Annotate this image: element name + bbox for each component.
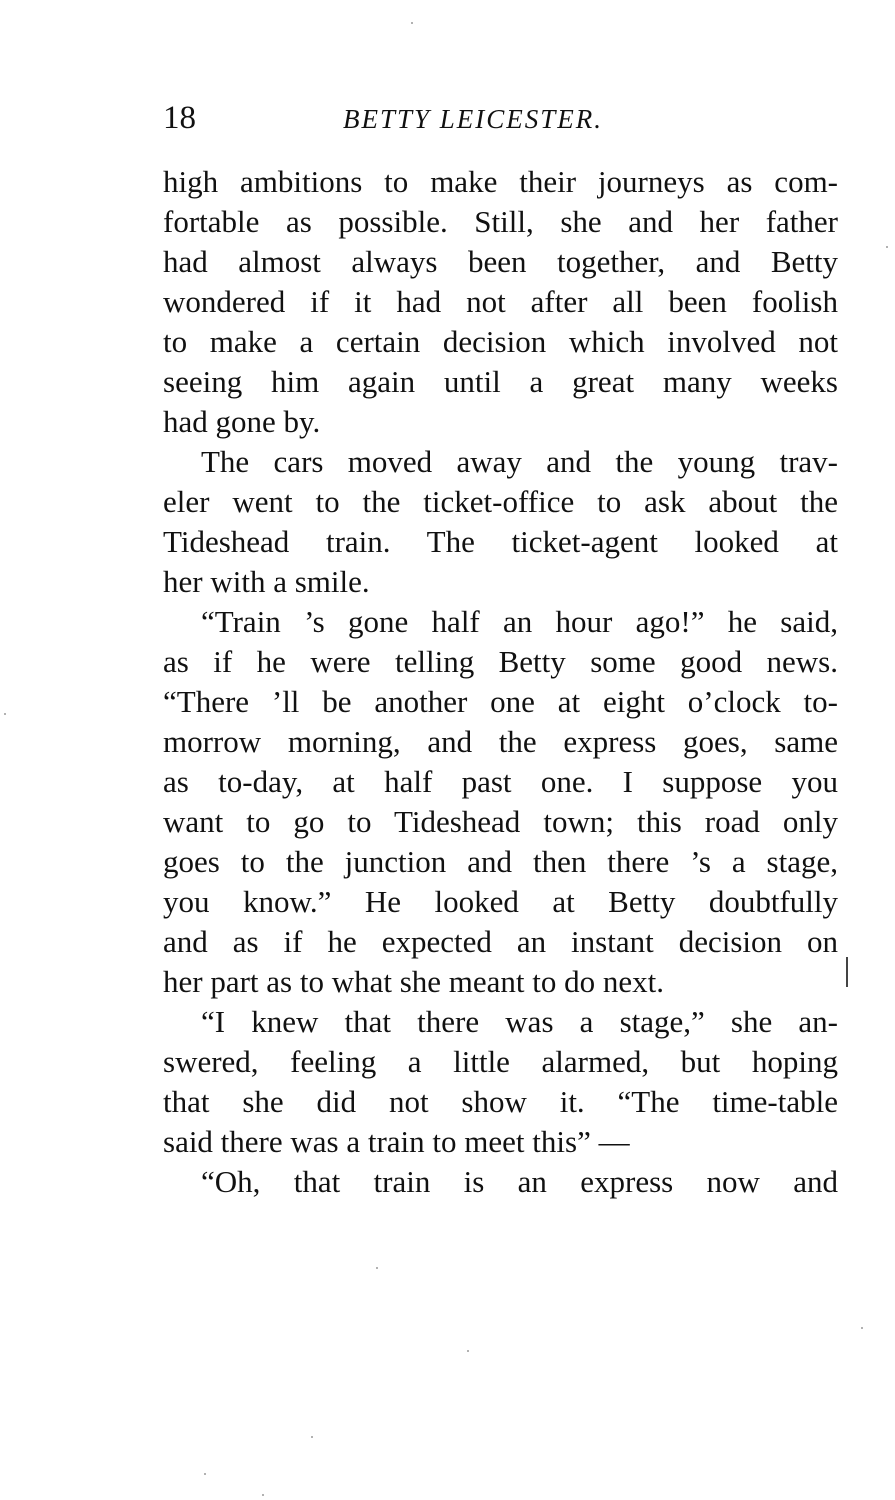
scan-speck — [376, 1267, 378, 1269]
text-line: that she did not show it. “The time-table — [163, 1084, 838, 1119]
text-line: eler went to the ticket-office to ask about the — [163, 484, 838, 519]
text-line: and as if he expected an instant decision on — [163, 924, 838, 959]
scan-speck — [311, 1436, 313, 1438]
text-line: had almost always been together, and Betty — [163, 244, 838, 279]
text-line: seeing him again until a great many weeks — [163, 364, 838, 399]
text-line: you know.” He looked at Betty doubtfully — [163, 884, 838, 919]
text-line: as if he were telling Betty some good news. — [163, 644, 838, 679]
page-number: 18 — [163, 100, 196, 136]
text-line: swered, feeling a little alarmed, but hoping — [163, 1044, 838, 1079]
scan-speck — [262, 1494, 264, 1496]
text-line: as to-day, at half past one. I suppose you — [163, 764, 838, 799]
scan-speck — [4, 713, 6, 715]
text-line: “Train ’s gone half an hour ago!” he said, — [201, 604, 838, 639]
margin-mark — [846, 957, 848, 987]
text-line: said there was a train to meet this” — — [163, 1124, 630, 1159]
text-line: high ambitions to make their journeys as com- — [163, 164, 838, 199]
text-line: “I knew that there was a stage,” she an- — [201, 1004, 838, 1039]
text-line: morrow morning, and the express goes, same — [163, 724, 838, 759]
text-line: The cars moved away and the young trav- — [201, 444, 838, 479]
text-line: to make a certain decision which involved not — [163, 324, 838, 359]
text-line: Tideshead train. The ticket-agent looked at — [163, 524, 838, 559]
text-line: wondered if it had not after all been foolish — [163, 284, 838, 319]
scan-speck — [861, 1327, 863, 1329]
scan-speck — [204, 1473, 206, 1475]
text-line: fortable as possible. Still, she and her father — [163, 204, 838, 239]
body-text — [163, 162, 838, 1202]
scan-speck — [886, 246, 888, 248]
text-line: want to go to Tideshead town; this road only — [163, 804, 838, 839]
running-head: BETTY LEICESTER. — [343, 104, 604, 134]
scan-speck — [467, 1350, 469, 1352]
page-header — [163, 100, 838, 140]
text-line: her part as to what she meant to do next. — [163, 964, 665, 999]
text-line: “Oh, that train is an express now and — [201, 1164, 838, 1199]
text-line: “There ’ll be another one at eight o’clock to- — [163, 684, 838, 719]
text-line: her with a smile. — [163, 564, 370, 599]
text-line: had gone by. — [163, 404, 321, 439]
text-line: goes to the junction and then there ’s a stage, — [163, 844, 838, 879]
scan-speck — [411, 22, 413, 24]
